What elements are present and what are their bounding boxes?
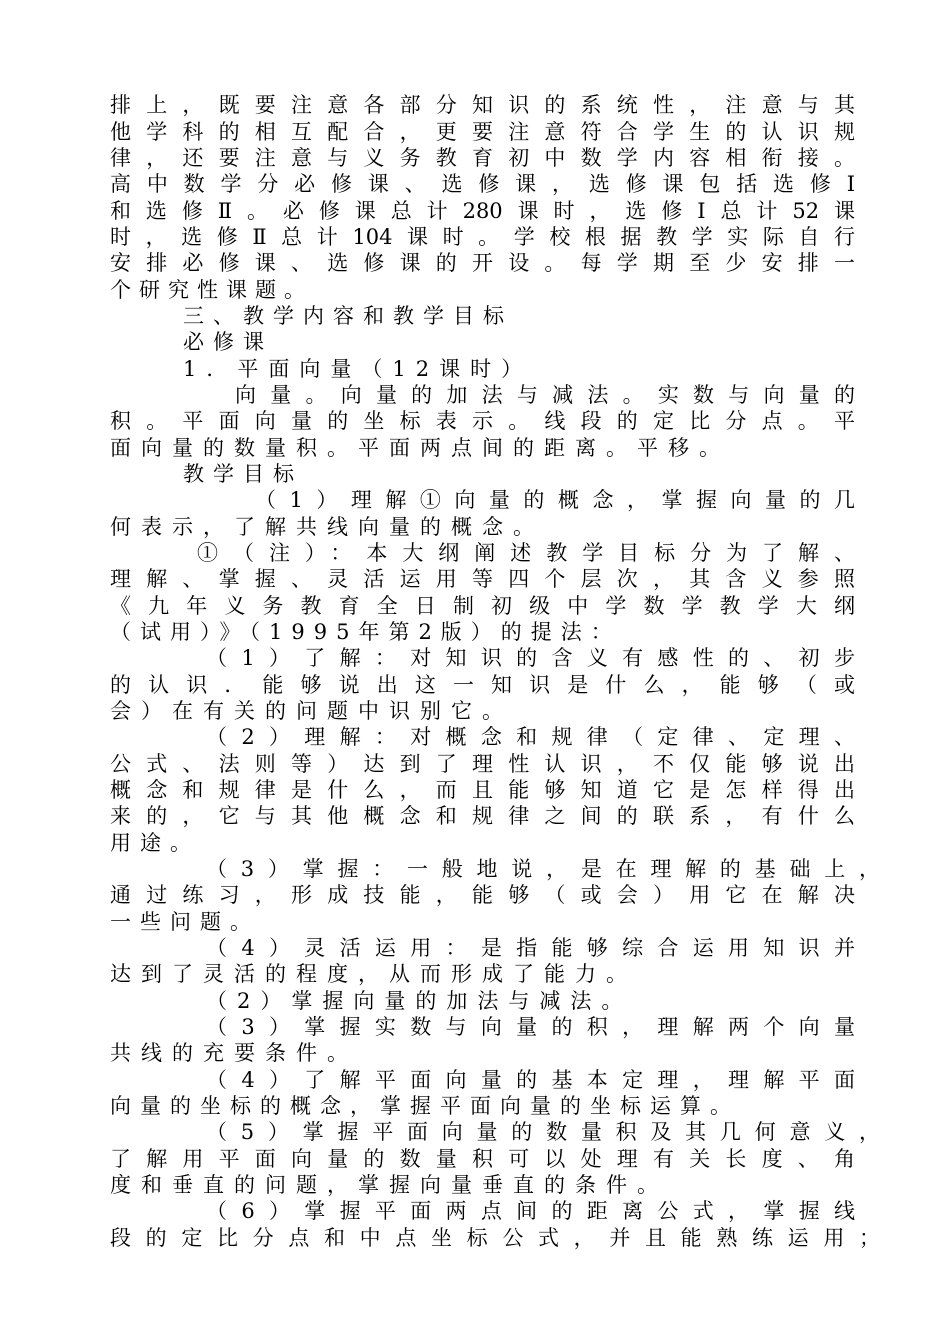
text-line: （4）了解平面向量的基本定理，理解平面 [206, 1068, 855, 1092]
text-line: 积。平面向量的坐标表示。线段的定比分点。平 [110, 409, 855, 433]
text-line: （1）了解：对知识的含义有感性的、初步 [206, 646, 855, 670]
text-line: （3）掌握：一般地说，是在理解的基础上， [206, 857, 880, 881]
text-line: （6）掌握平面两点间的距离公式，掌握线 [206, 1199, 855, 1223]
text-line: 理解、掌握、灵活运用等四个层次，其含义参照 [110, 567, 855, 591]
text-line: 时，选修Ⅱ总计104课时。学校根据教学实际自行 [110, 225, 855, 249]
text-line: 概念和规律是什么，而且能够知道它是怎样得出 [110, 778, 855, 802]
text-line: 他学科的相互配合，更要注意符合学生的认识规 [110, 120, 855, 144]
text-line: 公式、法则等）达到了理性认识，不仅能够说出 [110, 752, 855, 776]
text-line: 三、教学内容和教学目标 [183, 304, 513, 328]
text-line: 的认识．能够说出这一知识是什么，能够（或 [110, 673, 855, 697]
text-line: 面向量的数量积。平面两点间的距离。平移。 [110, 436, 730, 460]
text-line: 排上，既要注意各部分知识的系统性，注意与其 [110, 93, 855, 117]
text-line: 向量的坐标的概念，掌握平面向量的坐标运算。 [110, 1094, 740, 1118]
text-line: （2）掌握向量的加法与减法。 [206, 989, 633, 1013]
text-line: 必修课 [183, 330, 273, 354]
text-line: 教学目标 [183, 462, 303, 486]
text-line: 通过练习，形成技能，能够（或会）用它在解决 [110, 883, 855, 907]
text-line: 度和垂直的问题，掌握向量垂直的条件。 [110, 1173, 668, 1197]
text-line: 用途。 [110, 831, 200, 855]
text-line: （试用）》（1995年第2版）的提法： [110, 620, 621, 644]
text-line: 来的，它与其他概念和规律之间的联系，有什么 [110, 804, 855, 828]
text-line: （2）理解：对概念和规律（定律、定理、 [206, 725, 855, 749]
text-line: （1）理解①向量的概念，掌握向量的几 [255, 488, 855, 512]
text-line: ①（注）：本大纲阐述教学目标分为了解、 [197, 541, 855, 565]
text-line: 律，还要注意与义务教育初中数学内容相衔接。 [110, 146, 855, 170]
text-line: 高中数学分必修课、选修课，选修课包括选修Ⅰ [110, 172, 855, 196]
text-line: （4）灵活运用：是指能够综合运用知识并 [206, 936, 855, 960]
text-line: 1．平面向量（12课时） [183, 357, 533, 381]
text-line: 会）在有关的问题中识别它。 [110, 699, 513, 723]
text-line: 共线的充要条件。 [110, 1041, 358, 1065]
text-line: 向量。向量的加法与减法。实数与向量的 [235, 383, 855, 407]
text-line: 《九年义务教育全日制初级中学数学教学大纲 [110, 594, 855, 618]
text-line: 一些问题。 [110, 910, 260, 934]
text-line: 和选修Ⅱ。必修课总计280课时，选修Ⅰ总计52课 [110, 199, 855, 223]
text-line: 段的定比分点和中点坐标公式，并且能熟练运用； [110, 1226, 880, 1250]
text-line: 了解用平面向量的数量积可以处理有关长度、角 [110, 1147, 855, 1171]
text-line: 个研究性课题。 [110, 278, 313, 302]
text-line: （5）掌握平面向量的数量积及其几何意义， [206, 1120, 880, 1144]
text-line: （3）掌握实数与向量的积，理解两个向量 [206, 1015, 855, 1039]
text-line: 安排必修课、选修课的开设。每学期至少安排一 [110, 251, 855, 275]
text-line: 何表示，了解共线向量的概念。 [110, 515, 544, 539]
text-line: 达到了灵活的程度，从而形成了能力。 [110, 962, 637, 986]
